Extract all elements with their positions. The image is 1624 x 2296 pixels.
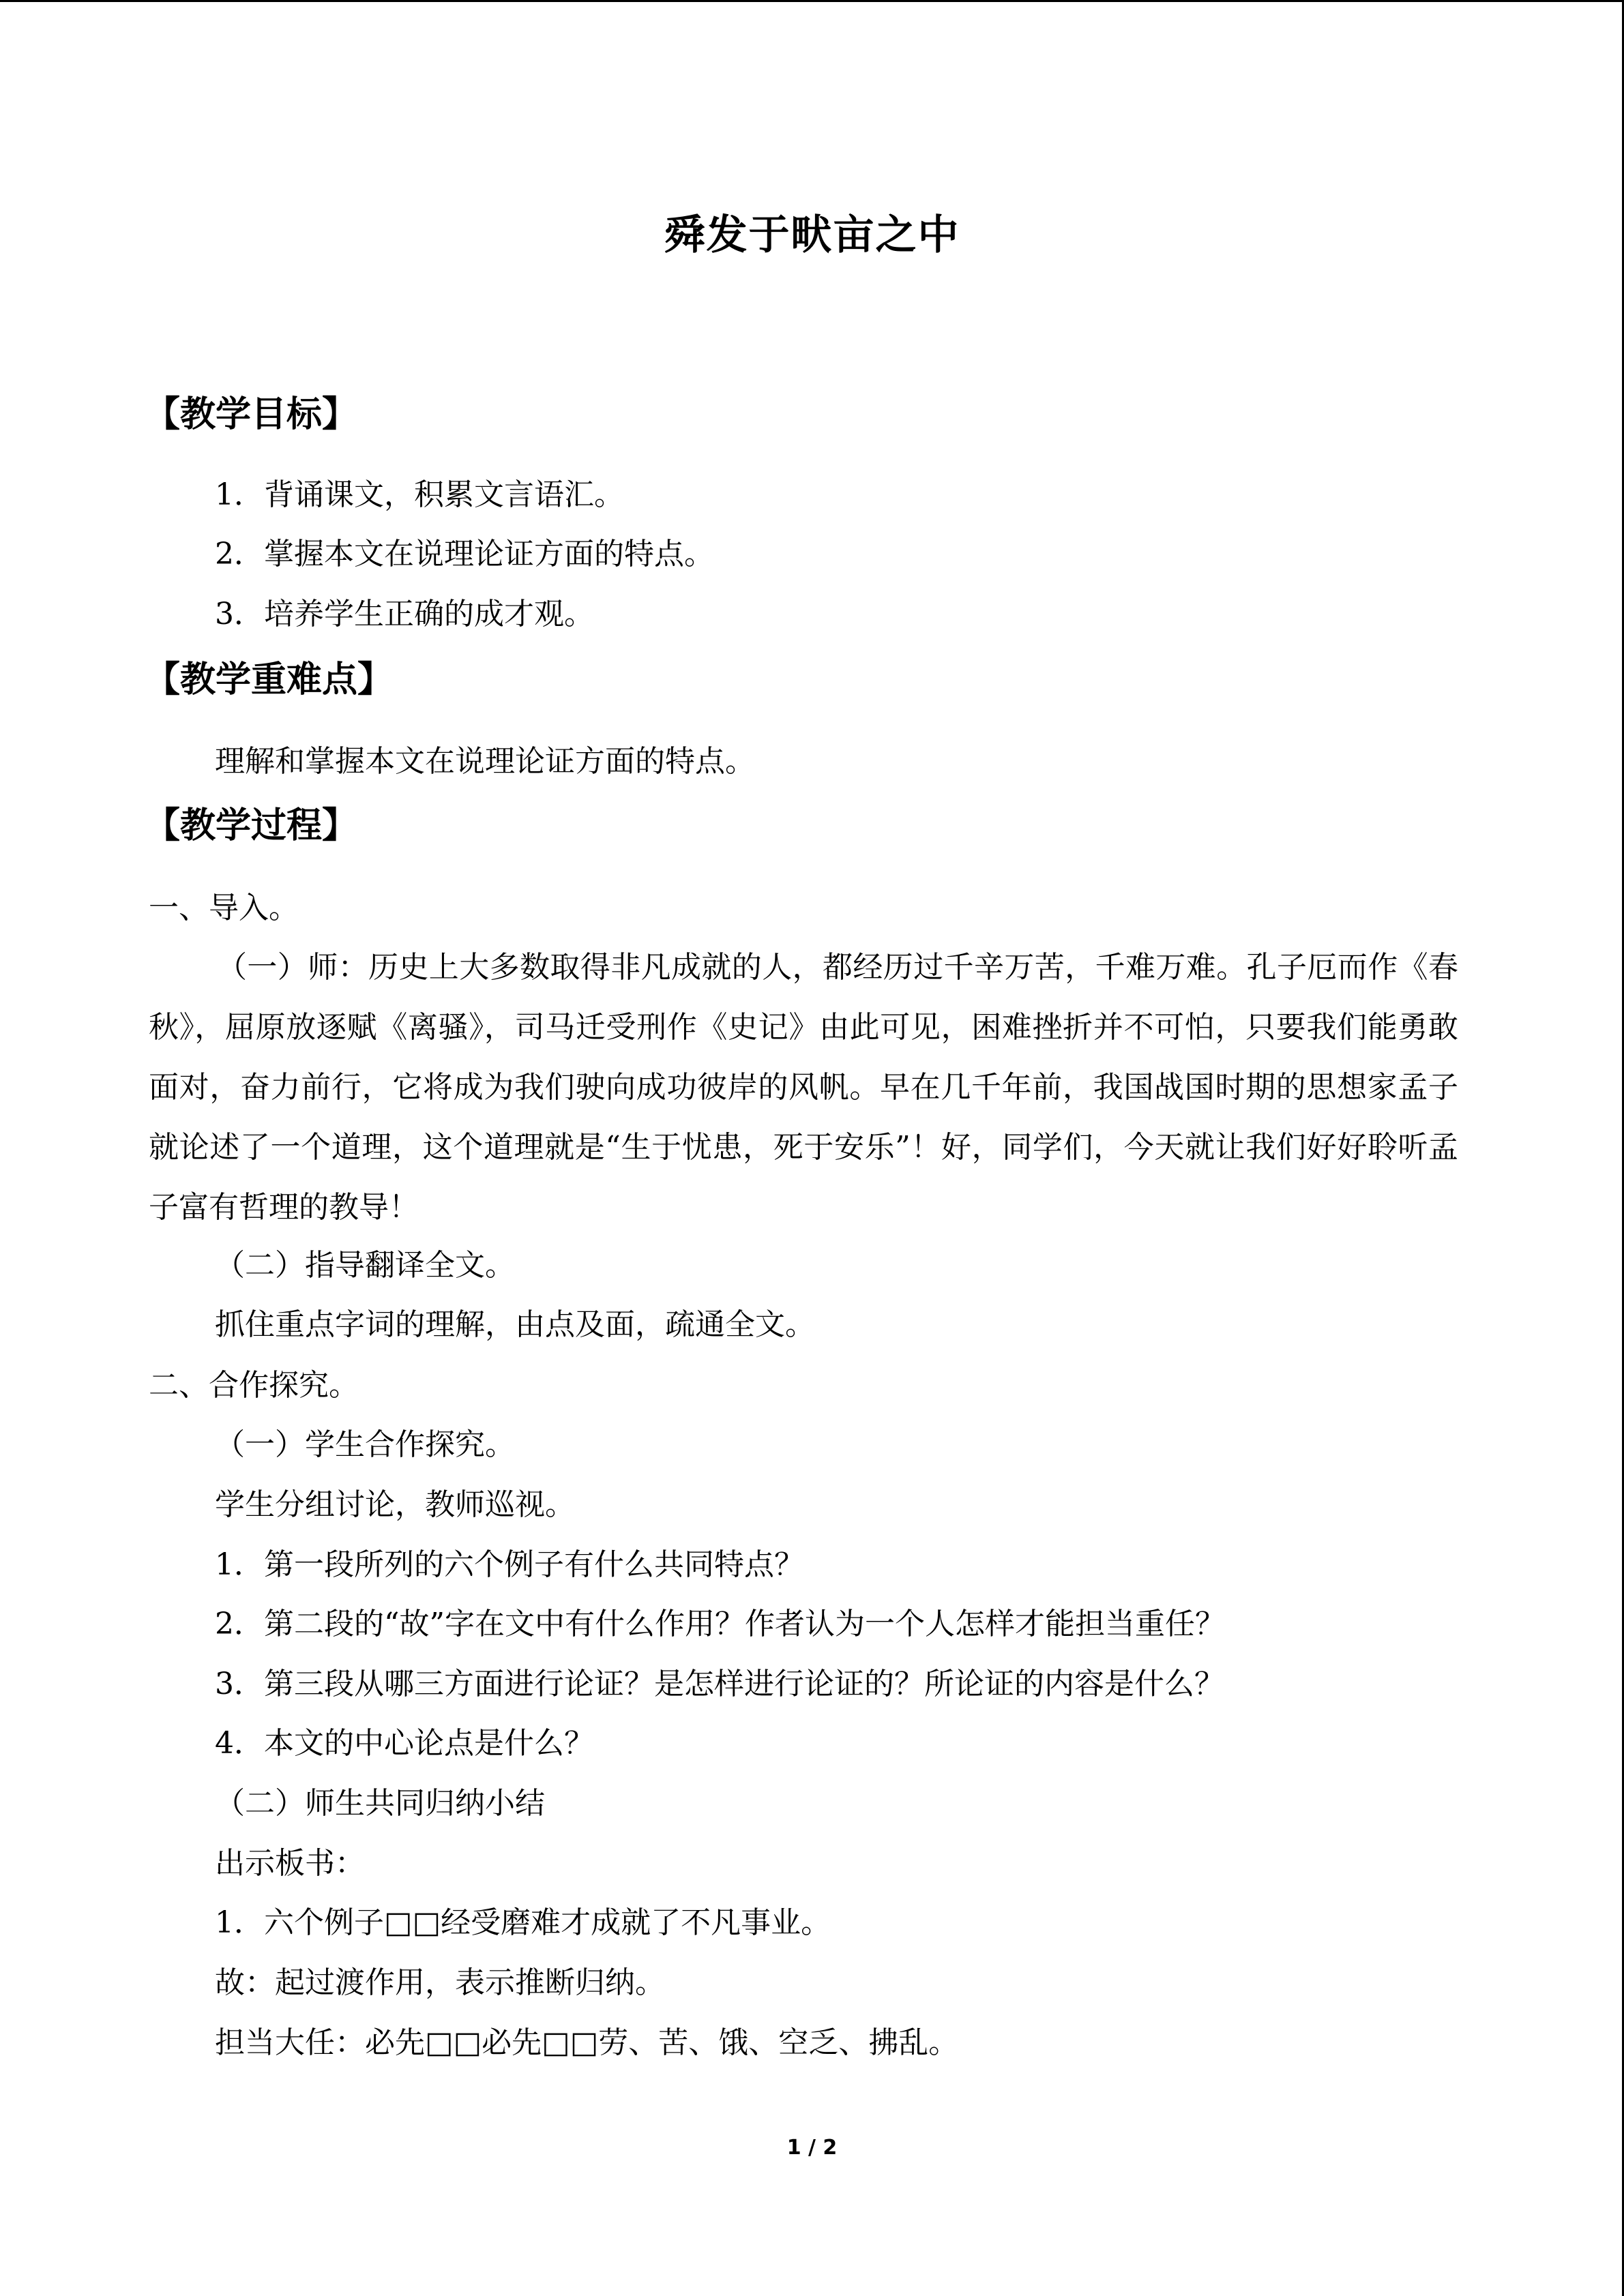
question-item-3: 3．第三段从哪三方面进行论证？是怎样进行论证的？所论证的内容是什么？ xyxy=(215,1667,1224,1701)
objective-item-3: 3．培养学生正确的成才观。 xyxy=(215,597,594,631)
page-title: 舜发于畎亩之中 xyxy=(664,211,960,259)
key-points-heading: 【教学重难点】 xyxy=(145,659,394,700)
question-item-2: 2．第二段的“故”字在文中有什么作用？作者认为一个人怎样才能担当重任？ xyxy=(215,1607,1225,1641)
part2-title: 二、合作探究。 xyxy=(149,1368,359,1403)
part1-intro-paragraph: （一）师：历史上大多数取得非凡成就的人，都经历过千辛万苦，千难万难。孔子厄而作《春秋》，屈原放逐赋《离骚》，司马迁受刑作《史记》由此可见，困难挫折并不可怕，只要我们能勇敢面对，奋力前行，它将成为我们驶向成功彼岸的风帆。早在几千年前，我国战国时期的思想家孟子就论述了一个道理，这个道理就是“生于忧患，死于安乐”！好，同学们，今天就让我们好好聆听孟子富有哲理的教导！ xyxy=(149,950,1459,1225)
board-item-2: 故：起过渡作用，表示推断归纳。 xyxy=(215,1965,665,2000)
part1-sub2-text: 抓住重点字词的理解，由点及面，疏通全文。 xyxy=(215,1307,815,1342)
board-item-3: 担当大任：必先□□必先□□劳、苦、饿、空乏、拂乱。 xyxy=(215,2025,959,2060)
part2-sub1-title: （一）学生合作探究。 xyxy=(215,1427,515,1462)
board-label: 出示板书： xyxy=(215,1846,365,1881)
question-item-1: 1．第一段所列的六个例子有什么共同特点？ xyxy=(215,1547,804,1582)
page-indicator: 1 / 2 xyxy=(786,2136,838,2160)
key-points-text: 理解和掌握本文在说理论证方面的特点。 xyxy=(215,744,755,779)
part2-sub2-title: （二）师生共同归纳小结 xyxy=(215,1786,545,1821)
part2-sub1-text: 学生分组讨论，教师巡视。 xyxy=(215,1487,575,1522)
board-item-1: 1．六个例子□□经受磨难才成就了不凡事业。 xyxy=(215,1905,831,1940)
part1-title: 一、导入。 xyxy=(149,891,299,925)
page-border-top xyxy=(0,0,1624,2)
part1-sub2-title: （二）指导翻译全文。 xyxy=(215,1248,515,1283)
question-item-4: 4．本文的中心论点是什么？ xyxy=(215,1726,594,1761)
process-heading: 【教学过程】 xyxy=(145,805,358,846)
objective-item-1: 1．背诵课文，积累文言语汇。 xyxy=(215,477,624,512)
objective-item-2: 2．掌握本文在说理论证方面的特点。 xyxy=(215,537,714,571)
objectives-heading: 【教学目标】 xyxy=(145,394,358,435)
